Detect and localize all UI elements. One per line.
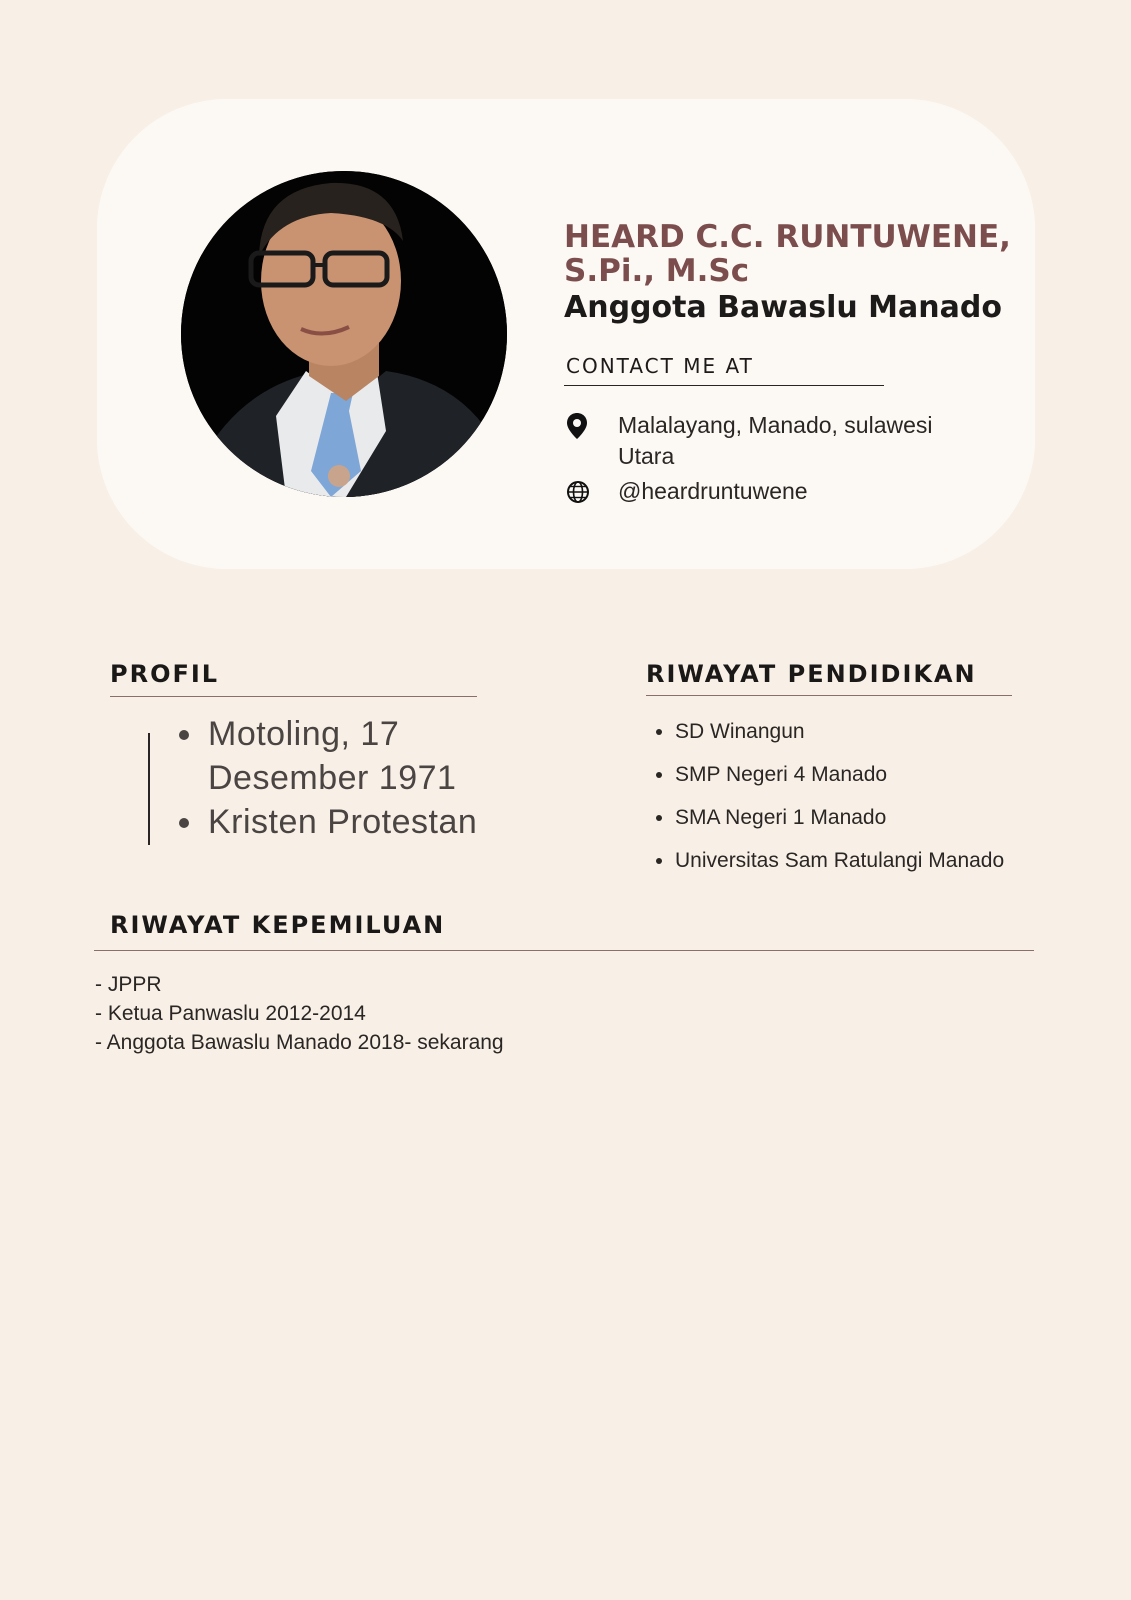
kepemiluan-heading: RIWAYAT KEPEMILUAN bbox=[110, 911, 446, 939]
profil-divider bbox=[110, 696, 477, 697]
list-item: - Ketua Panwaslu 2012-2014 bbox=[95, 1002, 366, 1025]
list-item: - JPPR bbox=[95, 973, 162, 996]
profile-photo bbox=[181, 171, 507, 497]
contact-social: @heardruntuwene bbox=[618, 478, 808, 504]
contact-divider bbox=[564, 385, 884, 386]
portrait-illustration bbox=[181, 171, 507, 497]
profil-accent-bar bbox=[148, 733, 150, 845]
pendidikan-heading: RIWAYAT PENDIDIKAN bbox=[646, 660, 977, 688]
person-position: Anggota Bawaslu Manado bbox=[564, 290, 1002, 325]
pendidikan-list bbox=[651, 710, 1095, 882]
list-item: • Motoling, 17 Desember 1971 bbox=[206, 712, 536, 800]
list-item: • SMA Negeri 1 Manado bbox=[675, 796, 1095, 839]
contact-heading: CONTACT ME AT bbox=[566, 354, 754, 378]
pendidikan-divider bbox=[646, 695, 1012, 696]
contact-address: Malalayang, Manado, sulawesi Utara bbox=[618, 412, 933, 469]
profil-heading: PROFIL bbox=[110, 660, 220, 688]
globe-icon bbox=[566, 480, 590, 504]
list-item: - Anggota Bawaslu Manado 2018- sekarang bbox=[95, 1031, 504, 1054]
kepemiluan-divider bbox=[94, 950, 1034, 951]
list-item: • Kristen Protestan bbox=[206, 800, 536, 844]
list-item: • SMP Negeri 4 Manado bbox=[675, 753, 1095, 796]
list-item: • Universitas Sam Ratulangi Manado bbox=[675, 839, 1095, 882]
kepemiluan-list bbox=[95, 970, 504, 1057]
person-name: HEARD C.C. RUNTUWENE, S.Pi., M.Sc bbox=[564, 219, 1011, 289]
profil-list bbox=[176, 712, 536, 844]
list-item: • SD Winangun bbox=[675, 710, 1095, 753]
map-pin-icon bbox=[565, 412, 589, 436]
